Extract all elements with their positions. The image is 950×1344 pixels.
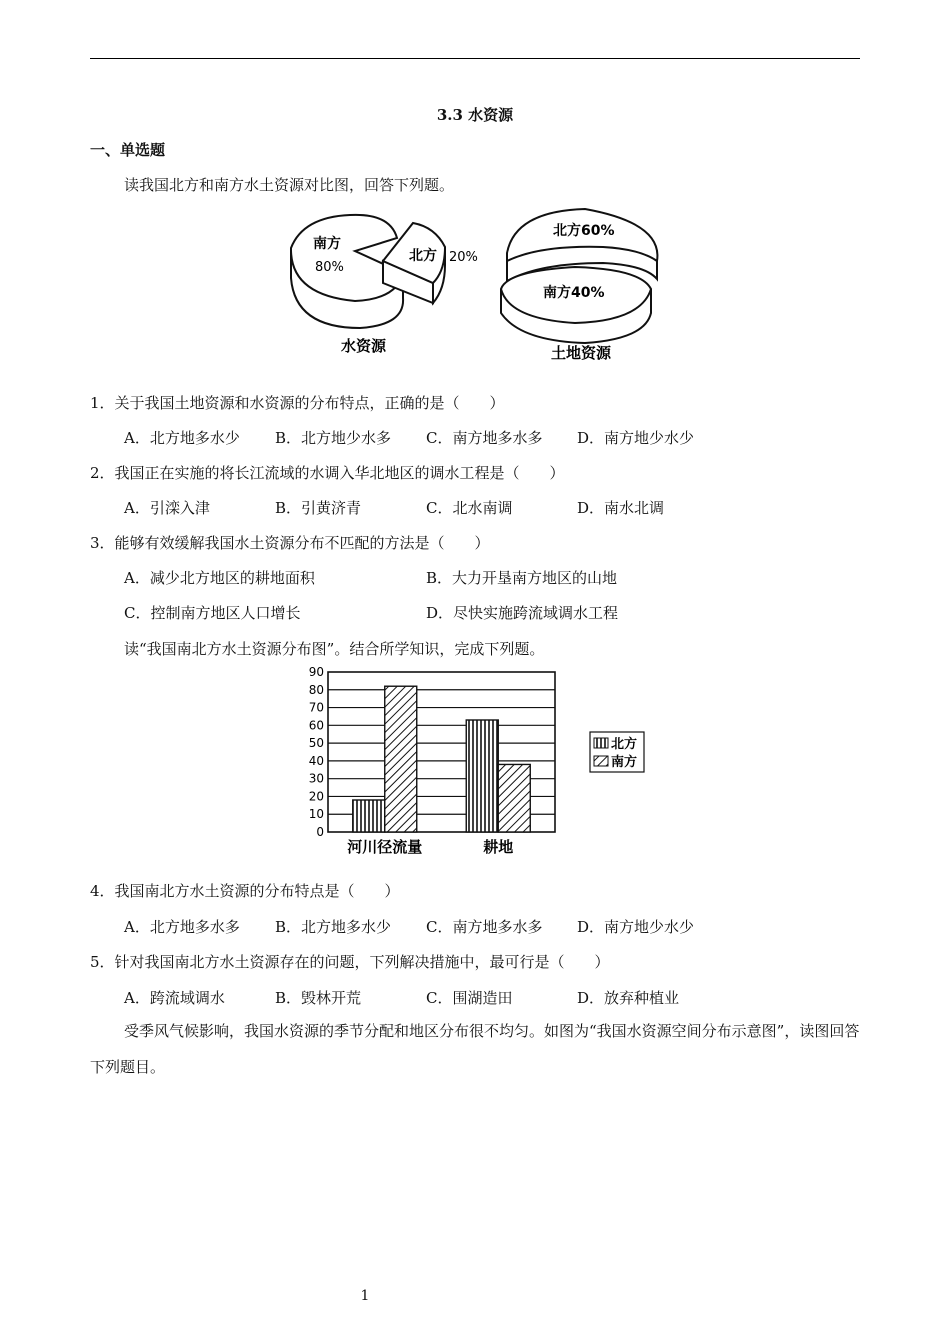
bar-chart (300, 664, 660, 859)
question-1-stem: 1．关于我国土地资源和水资源的分布特点，正确的是（ ） (90, 394, 505, 412)
bar-北方-河川径流量 (353, 800, 385, 832)
question-5-option-b[interactable]: B．毁林开荒 (275, 989, 362, 1007)
water-south-value: 80% (315, 260, 344, 275)
intro-text-1: 读我国北方和南方水土资源对比图，回答下列题。 (124, 176, 455, 194)
question-2-option-d[interactable]: D．南水北调 (577, 499, 665, 517)
question-2-option-c[interactable]: C．北水南调 (426, 499, 513, 517)
question-2-option-b[interactable]: B．引黄济青 (275, 499, 362, 517)
question-4-stem: 4．我国南北方水土资源的分布特点是（ ） (90, 882, 400, 900)
water-south-label: 南方 (313, 236, 341, 252)
intro-text-2: 读“我国南北方水土资源分布图”。结合所学知识，完成下列题。 (124, 640, 545, 658)
header-rule (90, 58, 860, 59)
x-category-label: 河川径流量 (347, 838, 423, 856)
land-north-label: 北方60% (553, 223, 615, 239)
y-tick-label: 80 (308, 682, 324, 697)
question-4-option-d[interactable]: D．南方地少水少 (577, 918, 695, 936)
legend-swatch-北方 (594, 738, 608, 748)
question-5-option-c[interactable]: C．围湖造田 (426, 989, 513, 1007)
pie-figure (285, 203, 665, 368)
question-4-option-b[interactable]: B．北方地多水少 (275, 918, 392, 936)
question-2-stem: 2．我国正在实施的将长江流域的水调入华北地区的调水工程是（ ） (90, 464, 565, 482)
y-tick-label: 30 (308, 771, 324, 786)
y-tick-label: 20 (308, 789, 324, 804)
bar-南方-河川径流量 (385, 686, 417, 832)
section-heading: 一、单选题 (90, 141, 166, 159)
question-3-option-d[interactable]: D．尽快实施跨流域调水工程 (426, 604, 619, 622)
land-south-label: 南方40% (543, 285, 605, 301)
question-1-option-b[interactable]: B．北方地少水多 (275, 429, 392, 447)
question-3-option-c[interactable]: C．控制南方地区人口增长 (124, 604, 301, 622)
bar-南方-耕地 (498, 764, 530, 832)
page-number: 1 (360, 1288, 370, 1304)
question-2-option-a[interactable]: A．引滦入津 (124, 499, 210, 517)
question-3-option-a[interactable]: A．减少北方地区的耕地面积 (124, 569, 315, 587)
x-category-label: 耕地 (483, 838, 514, 856)
y-tick-label: 0 (316, 825, 324, 839)
question-4-option-a[interactable]: A．北方地多水多 (124, 918, 240, 936)
question-1-option-d[interactable]: D．南方地少水少 (577, 429, 695, 447)
question-1-option-a[interactable]: A．北方地多水少 (124, 429, 240, 447)
y-tick-label: 50 (308, 736, 324, 751)
legend-label-南方: 南方 (611, 755, 638, 770)
y-tick-label: 40 (308, 753, 324, 768)
legend-swatch-南方 (594, 756, 608, 766)
water-caption: 水资源 (341, 337, 387, 355)
question-4-option-c[interactable]: C．南方地多水多 (426, 918, 543, 936)
intro-text-3: 受季风气候影响，我国水资源的季节分配和地区分布很不均匀。如图为“我国水资源空间分布示意图”，读图回答下列题目。 (90, 1022, 860, 1076)
page-title: 3.3 水资源 (436, 106, 514, 124)
land-caption: 土地资源 (551, 344, 612, 362)
question-5-stem: 5．针对我国南北方水土资源存在的问题，下列解决措施中，最可行是（ ） (90, 953, 610, 971)
question-5-option-d[interactable]: D．放弃种植业 (577, 989, 680, 1007)
legend-label-北方: 北方 (611, 737, 638, 752)
y-tick-label: 10 (308, 807, 324, 822)
question-3-option-b[interactable]: B．大力开垦南方地区的山地 (426, 569, 618, 587)
y-tick-label: 90 (308, 665, 324, 679)
water-north-label: 北方 (409, 248, 437, 264)
question-5-option-a[interactable]: A．跨流域调水 (124, 989, 225, 1007)
question-1-option-c[interactable]: C．南方地多水多 (426, 429, 543, 447)
y-tick-label: 70 (308, 700, 324, 715)
question-3-stem: 3．能够有效缓解我国水土资源分布不匹配的方法是（ ） (90, 534, 490, 552)
bar-北方-耕地 (466, 720, 498, 832)
y-tick-label: 60 (308, 718, 324, 733)
water-north-value: 20% (449, 250, 478, 265)
